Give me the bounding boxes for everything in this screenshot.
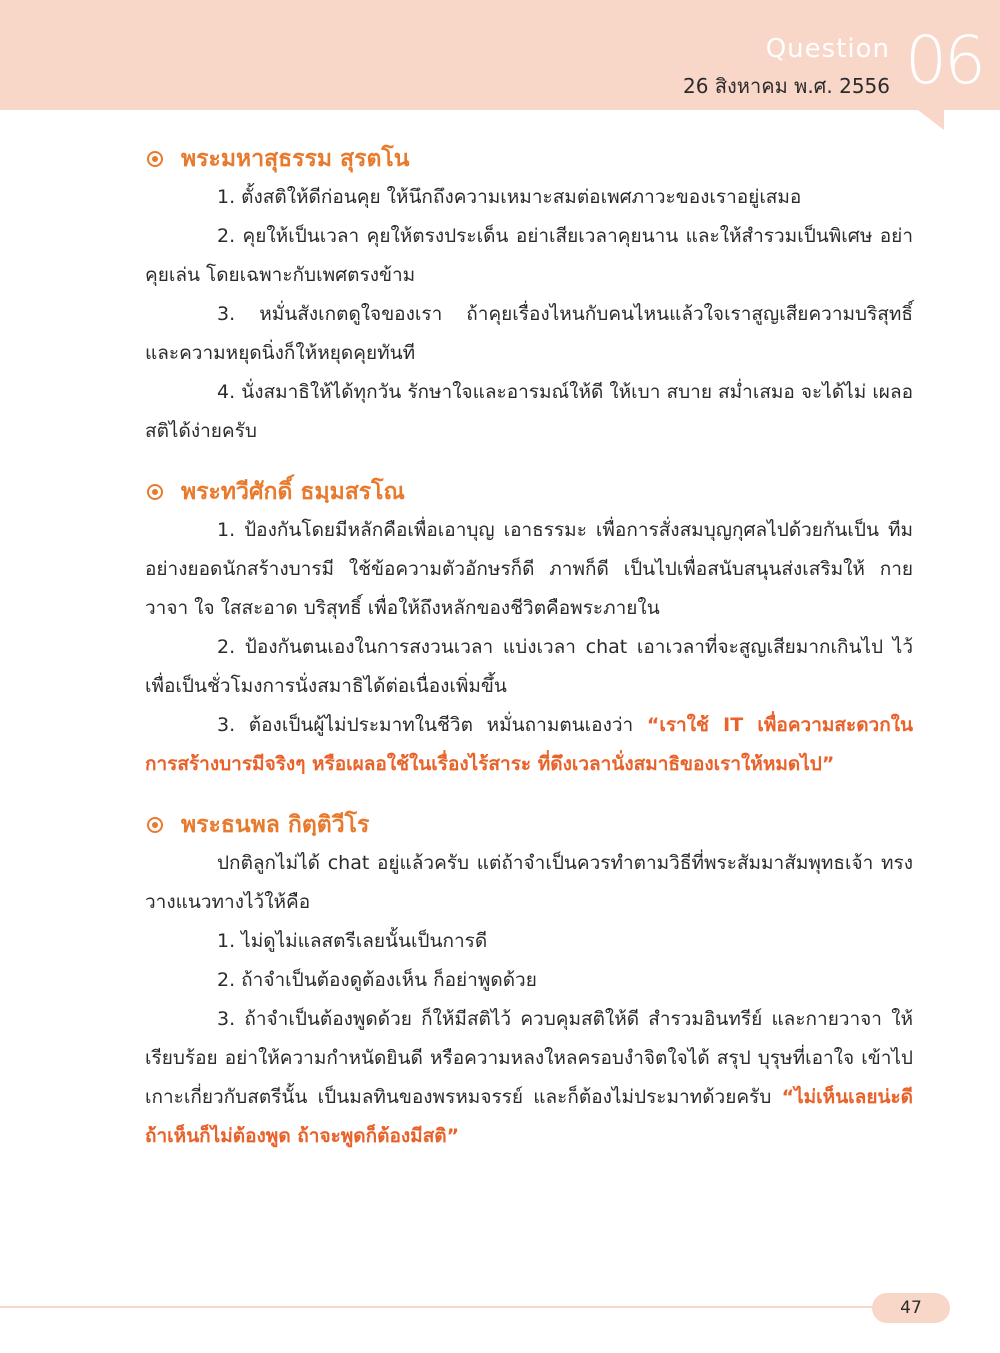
page-number: 47 [872,1293,950,1323]
question-date: 26 สิงหาคม พ.ศ. 2556 [683,74,890,98]
paragraph: 2. ถ้าจำเป็นต้องดูต้องเห็น ก็อย่าพูดด้วย [217,969,537,991]
paragraph: 3. หมั่นสังเกตดูใจของเรา ถ้าคุยเรื่องไหนกับคนไหนแล้วใจเราสูญเสียความบริสุทธิ์ และความหยุดนิ่งก็ให้หยุดคุยทันที [145,303,913,364]
footer-divider [0,1306,880,1308]
target-bullet-icon [147,817,163,833]
section-title-text: พระมหาสุธรรม สุรตโน [181,146,410,172]
paragraph: ปกติลูกไม่ได้ chat อยู่แล้วครับ แต่ถ้าจำเป็นควรทำตามวิธีที่พระสัมมาสัมพุทธเจ้า ทรงวางแนวทางไว้ให้คือ [145,852,913,913]
paragraph: 2. คุยให้เป็นเวลา คุยให้ตรงประเด็น อย่าเสียเวลาคุยนาน และให้สำรวมเป็นพิเศษ อย่าคุยเล่น โดยเฉพาะกับเพศตรงข้าม [145,225,913,286]
paragraph-text: 3. ถ้าจำเป็นต้องพูดด้วย ก็ให้มีสติไว้ ควบคุมสติให้ดี สำรวมอินทรีย์ และกายวาจา ให้เรียบร้อย อย่าให้ความกำหนัดยินดี หรือความหลงใหลครอบงำจิตใจได้ สรุป บุรุษที่เอาใจ เข้าไปเกาะเกี่ยวกับสตรีนั้น เป็นมลทินของพรหมจรรย์ และก็ต้องไม่ประมาทด้วยครับ [145,1008,913,1108]
section-title [145,473,913,511]
paragraph [145,1000,913,1156]
section-2 [145,473,913,784]
question-number: 06 [905,22,983,99]
section-title-text: พระทวีศักดิ์ ธมฺมสรโณ [181,479,405,505]
paragraph: 2. ป้องกันตนเองในการสงวนเวลา แบ่งเวลา chat เอาเวลาที่จะสูญเสียมากเกินไป ไว้เพื่อเป็นชั่วโมงการนั่งสมาธิได้ต่อเนื่องเพิ่มขึ้น [145,636,913,697]
target-bullet-icon [147,151,163,167]
target-bullet-icon [147,484,163,500]
paragraph: 1. ตั้งสติให้ดีก่อนคุย ให้นึกถึงความเหมาะสมต่อเพศภาวะของเราอยู่เสมอ [217,186,802,208]
paragraph: 1. ป้องกันโดยมีหลักคือเพื่อเอาบุญ เอาธรรมะ เพื่อการสั่งสมบุญกุศลไปด้วยกันเป็น ทีมอย่างยอดนักสร้างบารมี ใช้ข้อความตัวอักษรก็ดี ภาพก็ดี เป็นไปเพื่อสนับสนุนส่งเสริมให้ กาย วาจา ใจ ใสสะอาด บริสุทธิ์ เพื่อให้ถึงหลักของชีวิตคือพระภายใน [145,519,913,619]
paragraph [145,706,913,784]
question-label: Question [765,34,890,64]
paragraph-text: 3. ต้องเป็นผู้ไม่ประมาทในชีวิต หมั่นถามตนเองว่า [217,714,647,736]
header-pointer [918,110,944,130]
paragraph: 1. ไม่ดูไม่แลสตรีเลยนั้นเป็นการดี [217,930,488,952]
section-1 [145,140,913,451]
section-3 [145,806,913,1156]
section-title [145,806,913,844]
paragraph: 4. นั่งสมาธิให้ได้ทุกวัน รักษาใจและอารมณ์ให้ดี ให้เบา สบาย สม่ำเสมอ จะได้ไม่ เผลอสติได้ง่ายครับ [145,381,913,442]
highlight-quote: “เราใช้ IT เพื่อความสะดวกใน การสร้างบารมีจริงๆ หรือเผลอใช้ในเรื่องไร้สาระ ที่ดึงเวลานั่งสมาธิของเราให้หมดไป” [145,714,913,775]
section-title-text: พระธนพล กิตฺติวีโร [181,812,370,838]
highlight-quote: “ไม่เห็นเลยน่ะดี ถ้าเห็นก็ไม่ต้องพูด ถ้าจะพูดก็ต้องมีสติ” [145,1086,913,1147]
section-title [145,140,913,178]
page-content [145,140,913,1178]
